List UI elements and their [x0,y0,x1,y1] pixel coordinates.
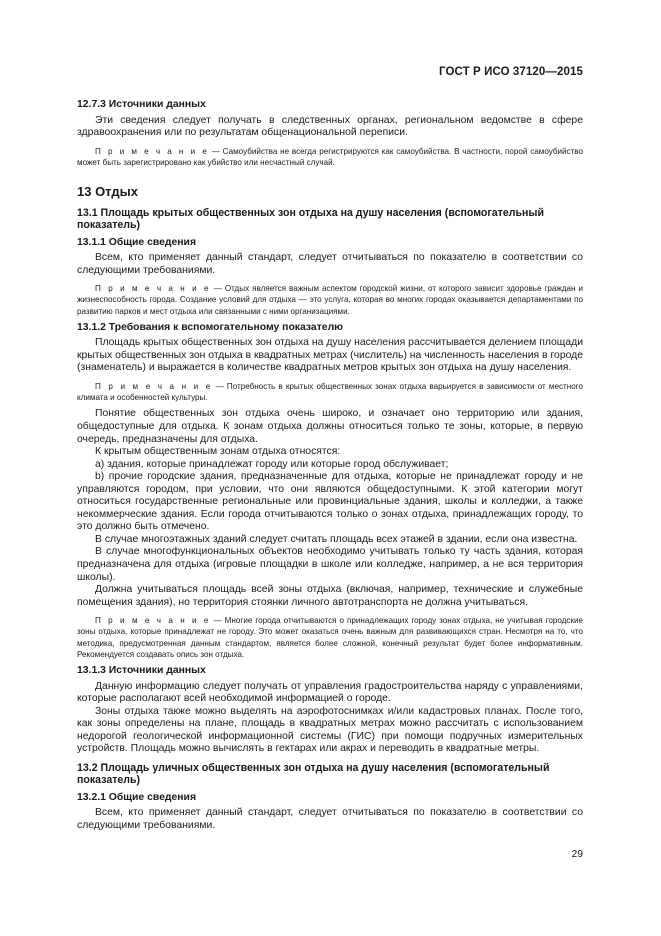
note-label: П р и м е ч а н и е [95,616,211,626]
list-item-b: b) прочие городские здания, предназначенные для отдыха, которые не принадлежат городу и не управляются городом, при условии, что они являются общедоступными. К этой категории могут относиться государственные региональные или провинциальные здания, школы и колледжи, а также некоммерческие здания. Если города отчитываются только о зонах отдыха, принадлежащих городу, то это должно быть отмечено. [77,471,583,533]
note-label: П р и м е ч а н и е [95,146,209,156]
paragraph: Зоны отдыха также можно выделять на аэрофотоснимках и/или кадастровых планах. После того, как зоны определены на плане, площадь в квадратных метрах можно рассчитать с использованием недорогой геологической информационной системы (ГИС) при помощи подручных измерительных устройств. Площадь можно вычислять в гектарах или акрах и переводить в квадратные метры. [77,705,583,755]
heading-13-2: 13.2 Площадь уличных общественных зон отдыха на душу населения (вспомогательный показатель) [77,761,550,787]
paragraph: В случае многоэтажных зданий следует считать площадь всех этажей в здании, если она известна. [95,533,578,545]
heading-13-1: 13.1 Площадь крытых общественных зон отдыха на душу населения (вспомогательный показатель) [77,206,544,232]
note [77,146,583,168]
heading-13-1-2: 13.1.2 Требования к вспомогательному показателю [77,321,344,333]
note [77,283,583,317]
note-text: — Многие города отчитываются о принадлежащих городу зонах отдыха, не учитывая городские зоны отдыха, которые принадлежат не городу. Это может оказаться очень важным для развивающихся стран. Несмотря на то, что методика, предусмотренная данным стандартом, является более сложной, конечный результат будет более информативным. Рекомендуется создавать опись зон отдыха. [77,616,584,659]
note-text: — Потребность в крытых общественных зонах отдыха варьируется в зависимости от местного климата и особенностей культуры. [77,382,584,403]
paragraph: Данную информацию следует получать от управления градостроительства наряду с управлениями, которые располагают всей необходимой информацией о городе. [77,680,583,705]
heading-13: 13 Отдых [77,184,138,200]
paragraph: Эти сведения следует получать в следственных органах, региональном ведомстве в сфере здравоохранения или по результатам общенациональной переписи. [77,114,583,139]
paragraph: Всем, кто применяет данный стандарт, следует отчитываться по показателю в соответствии со следующими требованиями. [77,807,583,831]
document-standard-id: ГОСТ Р ИСО 37120—2015 [438,66,583,78]
heading-12-7-3: 12.7.3 Источники данных [77,99,206,110]
paragraph: Понятие общественных зон отдыха очень широко, и означает оно территорию или здания, общедоступные для отдыха. К зонам отдыха должны относиться только те зоны, которые, в первую очередь, предназначены для отдыха. [77,408,583,445]
paragraph: Всем, кто применяет данный стандарт, следует отчитываться по показателю в соответствии со следующими требованиями. [77,252,583,276]
note-text: — Самоубийства не всегда регистрируются как самоубийства. В частности, порой самоубийство может быть зарегистрировано как убийство или несчастный случай. [77,146,584,167]
paragraph: В случае многофункциональных объектов необходимо учитывать только ту часть здания, которая предназначена для отдыха (игровые площадки в школе или колледже, например, а не вся территория школы). [77,546,583,583]
note-label: П р и м е ч а н и е [95,382,213,392]
paragraph: Площадь крытых общественных зон отдыха на душу населения рассчитывается делением площади крытых общественных зон отдыха в квадратных метрах (числитель) на численность населения в городе (знаменатель) и выражается в количестве квадратных метров крытых зон отдыха на душу населения. [77,337,583,374]
list-item-a: a) здания, которые принадлежат городу или которые город обслуживает; [95,458,449,470]
heading-13-1-3: 13.1.3 Источники данных [77,665,206,676]
page-number: 29 [571,849,583,860]
heading-13-1-1: 13.1.1 Общие сведения [77,236,197,248]
note-label: П р и м е ч а н и е [95,284,211,294]
note-text: — Отдых является важным аспектом городской жизни, от которого зависит здоровье граждан и жизнеспособность города. Создание условий для отдыха — это услуга, которая во многих городах оказывается департаментами по развитию парков и мест отдыха или связанными с ними организациями. [77,284,584,316]
paragraph: К крытым общественным зонам отдыха относятся: [95,446,341,458]
document-body [77,94,583,832]
note [77,381,583,403]
heading-13-2-1: 13.2.1 Общие сведения [77,791,197,803]
paragraph: Должна учитываться площадь всей зоны отдыха (включая, например, технические и служебные помещения здания), но территория стоянки личного автотранспорта не должна учитываться. [77,584,583,608]
note [77,615,583,660]
